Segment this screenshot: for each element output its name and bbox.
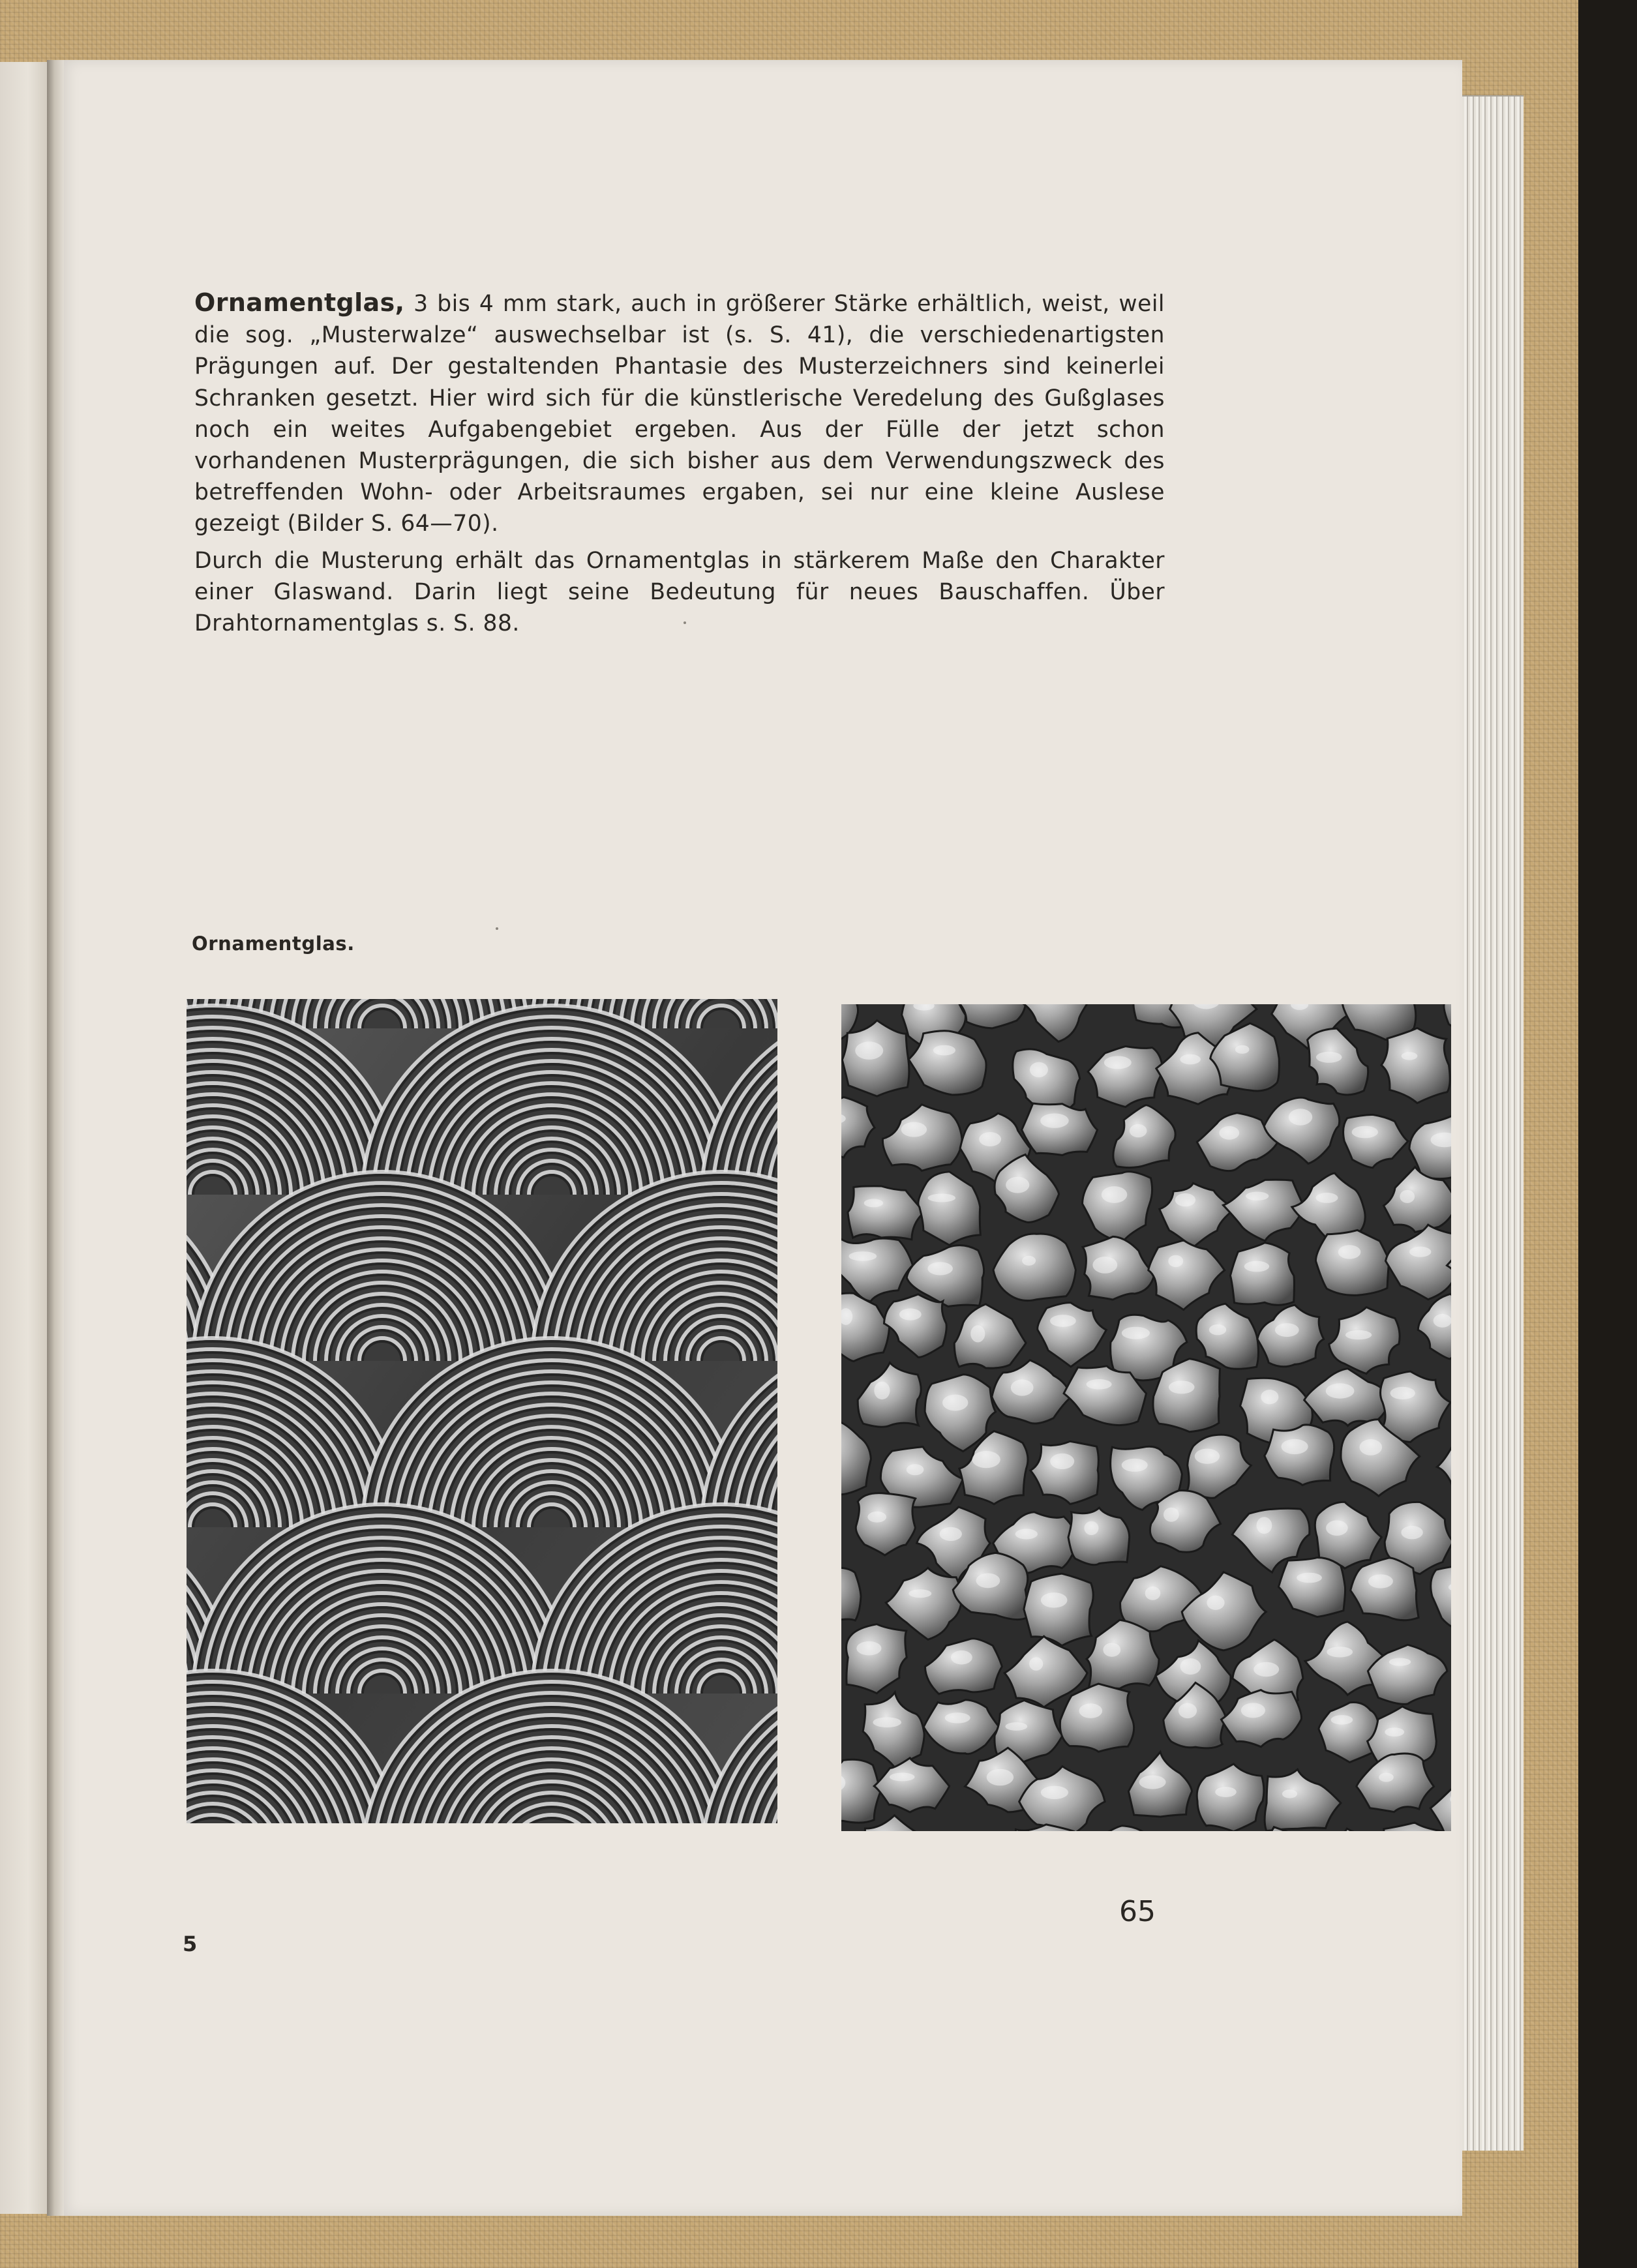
paragraph-ornamentglas [194,287,1165,540]
photo-ornament-glass-arcs [187,999,777,1823]
hammered-pattern [841,1004,1451,1831]
paragraph-lead: Ornamentglas, [194,288,405,317]
page-number: 65 [1119,1895,1156,1928]
paragraph-text: 3 bis 4 mm stark, auch in größerer Stärke erhältlich, weist, weil die sog. „Musterwalze“ auswechselbar ist (s. S. 41), die verschiedenartigsten Prägungen auf. Der gestaltenden Phantasie des Musterzeichners sind keinerlei Schranken gesetzt. Hier wird sich für die künstlerische Veredelung des Gußglases noch ein weites Aufgabengebiet ergeben. Aus der Fülle der jetzt schon vorhandenen Musterprägungen, die sich bisher aus dem Verwendungszweck des betreffenden Wohn- oder Arbeitsraumes ergaben, sei nur eine kleine Auslese gezeigt (Bilder S. 64—70). [194,291,1165,537]
figure-caption: Ornamentglas. [192,933,355,955]
body-text [194,287,1165,644]
paper-speck [683,621,686,624]
book-gutter [47,60,64,2216]
page-block-edges [1458,95,1524,2151]
photo-ornament-glass-hammered [841,1004,1451,1831]
paper-speck [496,927,498,930]
paragraph-musterung [194,545,1165,640]
paragraph-text: Durch die Musterung erhält das Ornamentglas in stärkerem Maße den Charakter einer Glaswand. Darin liegt seine Bedeutung für neues Bauschaffen. Über Drahtornamentglas s. S. 88. [194,547,1165,637]
arc-pattern [187,999,777,1823]
previous-page-edge [0,62,51,2214]
signature-mark: 5 [183,1932,198,1956]
